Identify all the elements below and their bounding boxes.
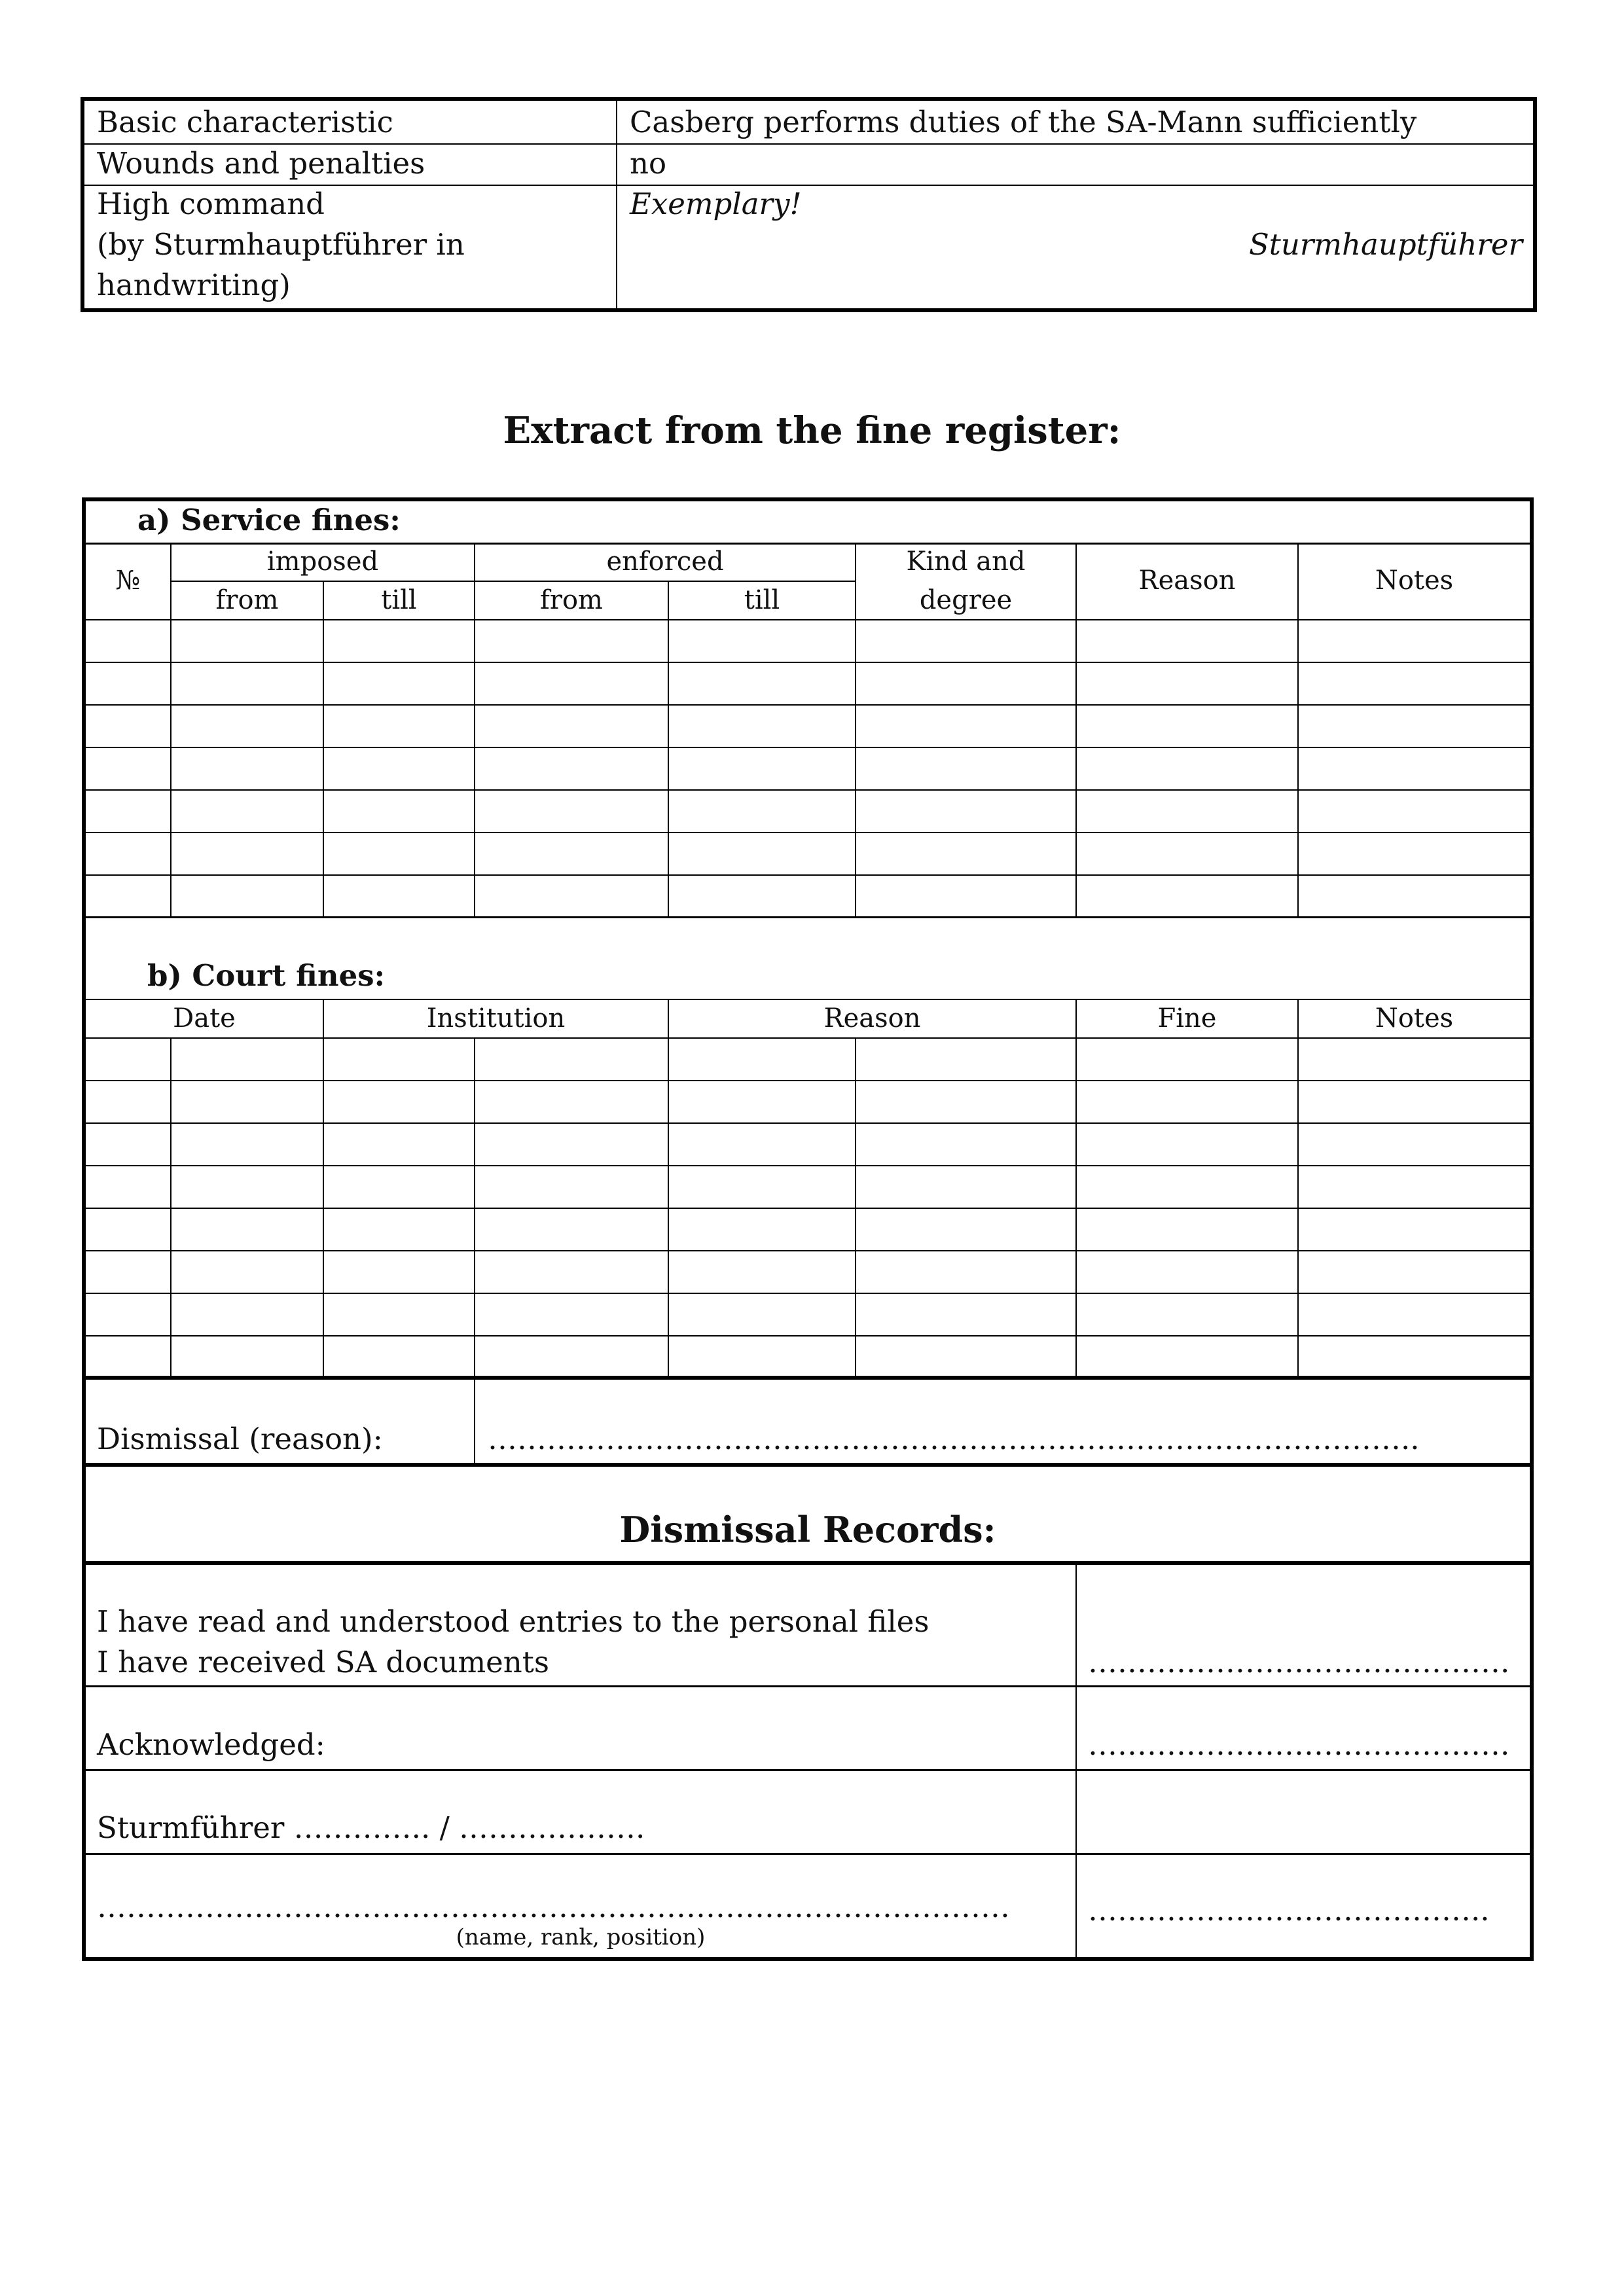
read-understood-text: I have read and understood entries to the personal files <box>97 1604 929 1639</box>
header-imposed-till: till <box>381 585 417 615</box>
name-rank-caption: (name, rank, position) <box>456 1924 706 1950</box>
fine-register-title: Extract from the fine register: <box>503 409 1121 452</box>
header-court-notes: Notes <box>1375 1003 1454 1033</box>
wounds-penalties-value: no <box>630 146 667 181</box>
wounds-penalties-label: Wounds and penalties <box>97 146 425 181</box>
header-enforced-till: till <box>744 585 780 615</box>
acknowledged-label: Acknowledged: <box>97 1727 325 1762</box>
header-court-reason: Reason <box>823 1003 921 1033</box>
header-imposed: imposed <box>266 547 379 577</box>
high-command-label-line2: (by Sturmhauptführer in <box>97 227 465 262</box>
header-enforced-from: from <box>540 585 603 615</box>
high-command-value: Exemplary! <box>630 187 802 221</box>
high-command-label-line3: handwriting) <box>97 268 291 302</box>
dismissal-reason-dots: ………………………………………………………………………………….. <box>488 1422 1420 1456</box>
name-rank-dots: ………………………………………………………………………………… <box>97 1890 1010 1924</box>
header-institution: Institution <box>426 1003 566 1033</box>
dismissal-records-title: Dismissal Records: <box>619 1509 996 1551</box>
header-reason: Reason <box>1138 565 1236 596</box>
header-enforced: enforced <box>606 547 724 577</box>
basic-characteristic-label: Basic characteristic <box>97 105 393 139</box>
header-kind-line1: Kind and <box>906 547 1026 577</box>
signature-dots-1: ……………………………………. <box>1088 1645 1510 1679</box>
signature-title: Sturmhauptführer <box>1248 227 1523 262</box>
signature-dots-3: ………………………………….. <box>1088 1893 1490 1928</box>
sturmfuhrer-line: Sturmführer ………….. / ………………. <box>97 1810 645 1845</box>
header-fine: Fine <box>1157 1003 1217 1033</box>
service-fines-heading: a) Service fines: <box>137 503 401 537</box>
dismissal-reason-label: Dismissal (reason): <box>97 1422 383 1456</box>
header-number: № <box>115 565 141 596</box>
court-fines-heading: b) Court fines: <box>147 958 386 993</box>
basic-characteristic-value: Casberg performs duties of the SA-Mann sufficiently <box>630 105 1417 139</box>
header-imposed-from: from <box>215 585 279 615</box>
header-date: Date <box>173 1003 236 1033</box>
received-documents-text: I have received SA documents <box>97 1645 549 1679</box>
high-command-label-line1: High command <box>97 187 325 221</box>
signature-dots-2: ……………………………………. <box>1088 1727 1510 1762</box>
header-kind-line2: degree <box>919 585 1013 615</box>
header-notes: Notes <box>1375 565 1454 596</box>
